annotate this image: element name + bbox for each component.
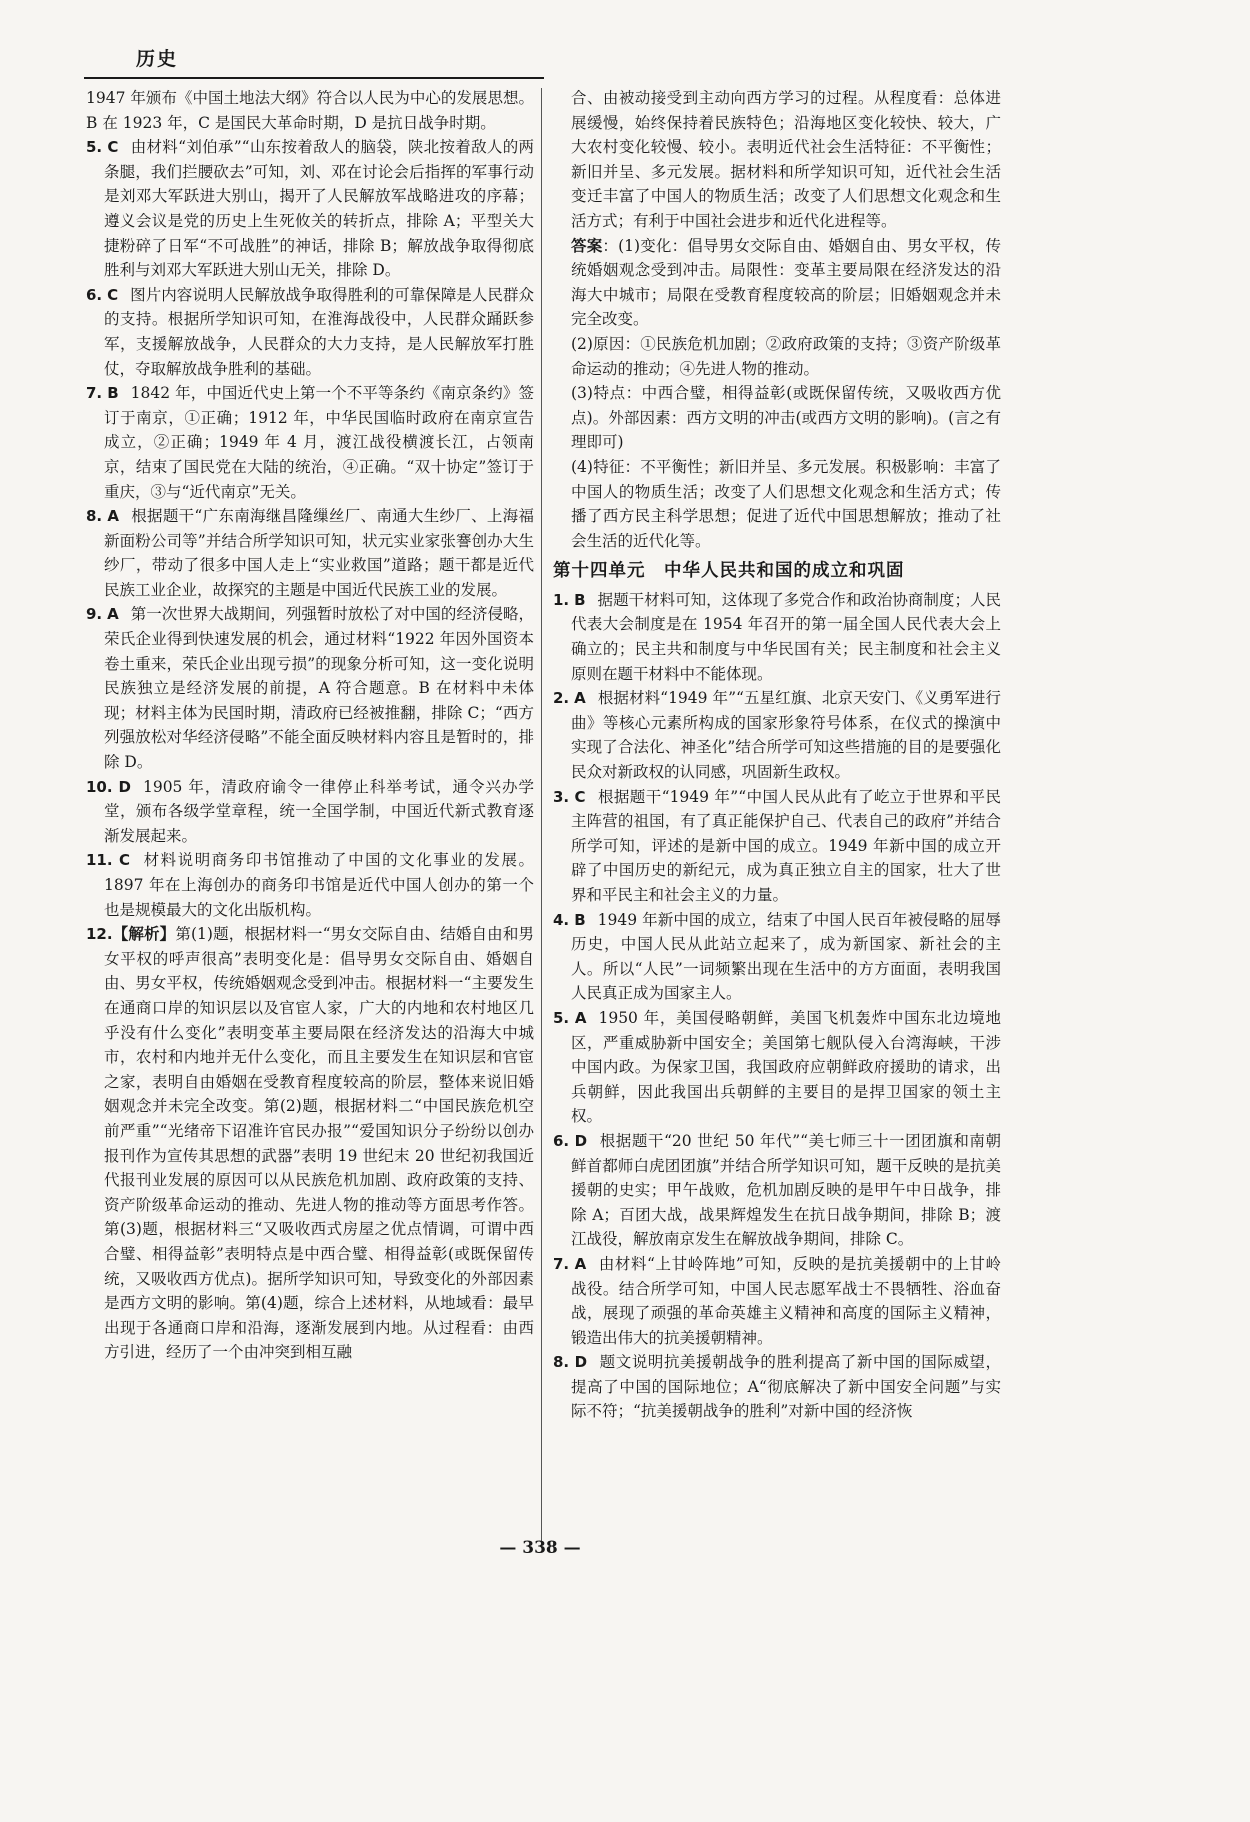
- item-answer: A: [107, 605, 119, 624]
- answer-item: [553, 588, 1001, 686]
- answer-part: (4)特征：不平衡性；新旧并呈、多元发展。积极影响：丰富了中国人的物质生活；改变了人们思想文化观念和生活方式；传播了西方民主科学思想；促进了近代中国思想解放；推动了社会生活的近代化等。: [571, 457, 1001, 550]
- item-number: 9.: [86, 605, 103, 624]
- item-number: 4.: [553, 910, 570, 929]
- item-explanation: 1905 年，清政府谕令一律停止科举考试，通令兴办学堂，颁布各级学堂章程，统一全国学制，中国近代新式教育逐渐发展起来。: [104, 777, 534, 845]
- item-explanation: 根据题干“广东南海继昌隆缫丝厂、南通大生纱厂、上海福新面粉公司等”并结合所学知识可知，状元实业家张謇创办大生纱厂，带动了很多中国人走上“实业救国”道路；题干都是近代民族工业企业，故探究的主题是中国近代民族工业的发展。: [104, 507, 534, 599]
- item-answer: D: [574, 1353, 588, 1372]
- item-explanation: 第(1)题，根据材料一“男女交际自由、结婚自由和男女平权的呼声很高”表明变化是：倡导男女交际自由、婚姻自由、男女平权，传统婚姻观念受到冲击。根据材料一“主要发生在通商口岸的知识层以及官宦人家，广大的内地和农村地区几乎没有什么变化”表明变革主要局限在经济发达的沿海大中城市，农村和内地并无什么变化，而且主要发生在知识层和官宦之家，表明自由婚姻在受教育程度较高的阶层，整体来说旧婚姻观念并未完全改变。第(2)题，根据材料二“中国民族危机空前严重”“光绪帝下诏准许官民办报”“爱国知识分子纷纷以创办报刊作为宣传其思想的武器”表明 19 世纪末 20 世纪初我国近代报刊业发展的原因可以从民族危机加剧、政府政策的支持、资产阶级革命运动的推动、先进人物的推动等方面思考作答。第(3)题，根据材料三“又吸收西式房屋之优点情调，可谓中西合璧、相得益彰”表明特点是中西合璧、相得益彰(或既保留传统，又吸收西方优点)。据所学知识可知，导致变化的外部因素是西方文明的影响。第(4)题，综合上述材料，从地域看：最早出现于各通商口岸和沿海，逐渐发展到内地。从过程看：由西方引进，经历了一个由冲突到相互融: [104, 925, 534, 1362]
- item-answer: A: [574, 689, 586, 708]
- item-answer: A: [107, 507, 119, 526]
- answer-item-analysis: [86, 922, 534, 1365]
- item-number: 5.: [86, 138, 103, 157]
- item-answer: B: [107, 384, 119, 403]
- answer-part: (2)原因：①民族危机加剧；②政府政策的支持；③资产阶级革命运动的推动；④先进人物的推动。: [571, 334, 1001, 378]
- column-divider: [541, 88, 542, 1543]
- answer-item: [553, 908, 1001, 1006]
- item-answer: D: [574, 1131, 588, 1150]
- item-number: 2.: [553, 689, 570, 708]
- answer-item: [86, 381, 534, 504]
- item-explanation: 图片内容说明人民解放战争取得胜利的可靠保障是人民群众的支持。根据所学知识可知，在淮海战役中，人民群众踊跃参军，支援解放战争，人民群众的大力支持，是人民解放军打胜仗，夺取解放战争胜利的基础。: [104, 285, 534, 378]
- analysis-tag: 【解析】: [112, 925, 176, 944]
- answer-item: [553, 1129, 1001, 1252]
- answer-tag: 答案: [571, 236, 603, 255]
- item-number: 5.: [553, 1008, 570, 1027]
- answer-item: [86, 504, 534, 602]
- item-explanation: 第一次世界大战期间，列强暂时放松了对中国的经济侵略，荣氏企业得到快速发展的机会，通过材料“1922 年因外国资本卷土重来，荣氏企业出现亏损”的现象分析可知，这一变化说明民族独立是经济发展的前提，A 符合题意。B 在材料中未体现；材料主体为民国时期，清政府已经被推翻，排除 C；“西方列强放松对华经济侵略”不能全面反映材料内容且是暂时的，排除 D。: [104, 605, 534, 772]
- answer-item: [86, 283, 534, 381]
- answer-item: [86, 602, 534, 774]
- page-number: — 338 —: [499, 1538, 581, 1558]
- item-number: 7.: [553, 1254, 570, 1273]
- item-explanation: 根据材料“1949 年”“五星红旗、北京天安门、《义勇军进行曲》等核心元素所构成的国家形象符号体系，在仪式的操演中实现了合法化、神圣化”结合所学可知这些措施的目的是要强化民众对新政权的认同感，巩固新生政权。: [571, 689, 1001, 782]
- item-explanation: 由材料“上甘岭阵地”可知，反映的是抗美援朝中的上甘岭战役。结合所学可知，中国人民志愿军战士不畏牺牲、浴血奋战，展现了顽强的革命英雄主义精神和高度的国际主义精神，锻造出伟大的抗美援朝精神。: [571, 1254, 1001, 1347]
- answer-block: [571, 234, 1001, 332]
- item-number: 11.: [86, 851, 113, 870]
- item-number: 10.: [86, 777, 113, 796]
- item-explanation: 材料说明商务印书馆推动了中国的文化事业的发展。1897 年在上海创办的商务印书馆是近代中国人创办的第一个也是规模最大的文化出版机构。: [104, 851, 534, 919]
- item-number: 12.: [86, 925, 113, 944]
- left-column: [86, 86, 534, 1365]
- item-number: 7.: [86, 384, 103, 403]
- answer-part: (3)特点：中西合璧，相得益彰(或既保留传统，又吸收西方优点)。外部因素：西方文明的冲击(或西方文明的影响)。(言之有理即可): [571, 384, 1001, 452]
- answer-item: [86, 135, 534, 283]
- item-number: 6.: [86, 285, 103, 304]
- item-answer: C: [107, 138, 119, 157]
- answer-item: [86, 775, 534, 849]
- item-answer: A: [574, 1254, 587, 1273]
- item-number: 6.: [553, 1131, 570, 1150]
- answer-part: ：(1)变化：倡导男女交际自由、婚姻自由、男女平权，传统婚姻观念受到冲击。局限性：变革主要局限在经济发达的沿海大中城市；局限在受教育程度较高的阶层；旧婚姻观念并未完全改变。: [571, 236, 1001, 329]
- right-column: [553, 86, 1001, 1424]
- analysis-continuation: [553, 86, 1001, 553]
- item-number: 1.: [553, 590, 570, 609]
- item-answer: B: [574, 910, 586, 929]
- subject-title: 历史: [136, 48, 179, 70]
- item-explanation: 根据题干“20 世纪 50 年代”“美七师三十一团团旗和南朝鲜首都师白虎团团旗”并结合所学知识可知，题干反映的是抗美援朝的史实；甲午战败，危机加剧反映的是甲午中日战争，排除 A；百团大战，战果辉煌发生在抗日战争期间，排除 B；渡江战役，解放南京发生在解放战争期间，排除 C。: [571, 1131, 1001, 1249]
- answer-item: [553, 785, 1001, 908]
- answer-item: [86, 848, 534, 922]
- item-answer: A: [574, 1008, 587, 1027]
- answer-item: [553, 1350, 1001, 1424]
- item-number: 8.: [553, 1353, 570, 1372]
- header-rule: [84, 77, 544, 79]
- item-explanation: 根据题干“1949 年”“中国人民从此有了屹立于世界和平民主阵营的祖国，有了真正能保护自己、代表自己的政府”并结合所学可知，评述的是新中国的成立。1949 年新中国的成立开辟了中国历史的新纪元，成为真正独立自主的国家，壮大了世界和平民主和社会主义的力量。: [571, 787, 1001, 904]
- item-explanation: 1842 年，中国近代史上第一个不平等条约《南京条约》签订于南京，①正确；1912 年，中华民国临时政府在南京宣告成立，②正确；1949 年 4 月，渡江战役横渡长江，占领南京，结束了国民党在大陆的统治，④正确。“双十协定”签订于重庆，③与“近代南京”无关。: [104, 384, 534, 501]
- item-explanation: 由材料“刘伯承”“山东按着敌人的脑袋，陕北按着敌人的两条腿，我们拦腰砍去”可知，刘、邓在讨论会后指挥的军事行动是刘邓大军跃进大别山，揭开了人民解放军战略进攻的序幕；遵义会议是党的历史上生死攸关的转折点，排除 A；平型关大捷粉碎了日军“不可战胜”的神话，排除 B；解放战争取得彻底胜利与刘邓大军跃进大别山无关，排除 D。: [104, 138, 534, 280]
- answer-item: [553, 1252, 1001, 1350]
- item-answer: C: [107, 285, 119, 304]
- item-explanation: 题文说明抗美援朝战争的胜利提高了新中国的国际威望，提高了中国的国际地位；A“彻底解决了新中国安全问题”与实际不符；“抗美援朝战争的胜利”对新中国的经济恢: [571, 1353, 1001, 1421]
- item-number: 3.: [553, 787, 570, 806]
- item-explanation: 1950 年，美国侵略朝鲜，美国飞机轰炸中国东北边境地区，严重威胁新中国安全；美国第七舰队侵入台湾海峡，干涉中国内政。为保家卫国，我国政府应朝鲜政府援助的请求，出兵朝鲜，因此我国出兵朝鲜的主要目的是捍卫国家的领土主权。: [571, 1008, 1002, 1126]
- answer-item: [553, 1006, 1001, 1129]
- continued-paragraph: 1947 年颁布《中国土地法大纲》符合以人民为中心的发展思想。B 在 1923 年，C 是国民大革命时期，D 是抗日战争时期。: [86, 89, 534, 132]
- item-explanation: 据题干材料可知，这体现了多党合作和政治协商制度；人民代表大会制度是在 1954 年召开的第一届全国人民代表大会上确立的；民主共和制度与中华民国有关；民主制度和社会主义原则在题干材料中不能体现。: [571, 590, 1001, 683]
- item-explanation: 1949 年新中国的成立，结束了中国人民百年被侵略的屈辱历史，中国人民从此站立起来了，成为新国家、新社会的主人。所以“人民”一词频繁出现在生活中的方方面面，表明我国人民真正成为国家主人。: [571, 910, 1001, 1003]
- answer-item: [553, 686, 1001, 784]
- item-answer: D: [118, 777, 131, 796]
- item-number: 8.: [86, 507, 103, 526]
- continued-paragraph: 合、由被动接受到主动向西方学习的过程。从程度看：总体进展缓慢，始终保持着民族特色；沿海地区变化较快、较大，广大农村变化较慢、较小。表明近代社会生活特征：不平衡性；新旧并呈、多元发展。据材料和所学知识可知，近代社会生活变迁丰富了中国人的物质生活；改变了人们思想文化观念和生活方式；有利于中国社会进步和近代化进程等。: [571, 89, 1001, 230]
- page-header: [84, 44, 544, 79]
- item-answer: B: [574, 590, 586, 609]
- item-answer: C: [574, 787, 586, 806]
- section-heading: 第十四单元 中华人民共和国的成立和巩固: [553, 561, 905, 582]
- item-answer: C: [119, 851, 131, 870]
